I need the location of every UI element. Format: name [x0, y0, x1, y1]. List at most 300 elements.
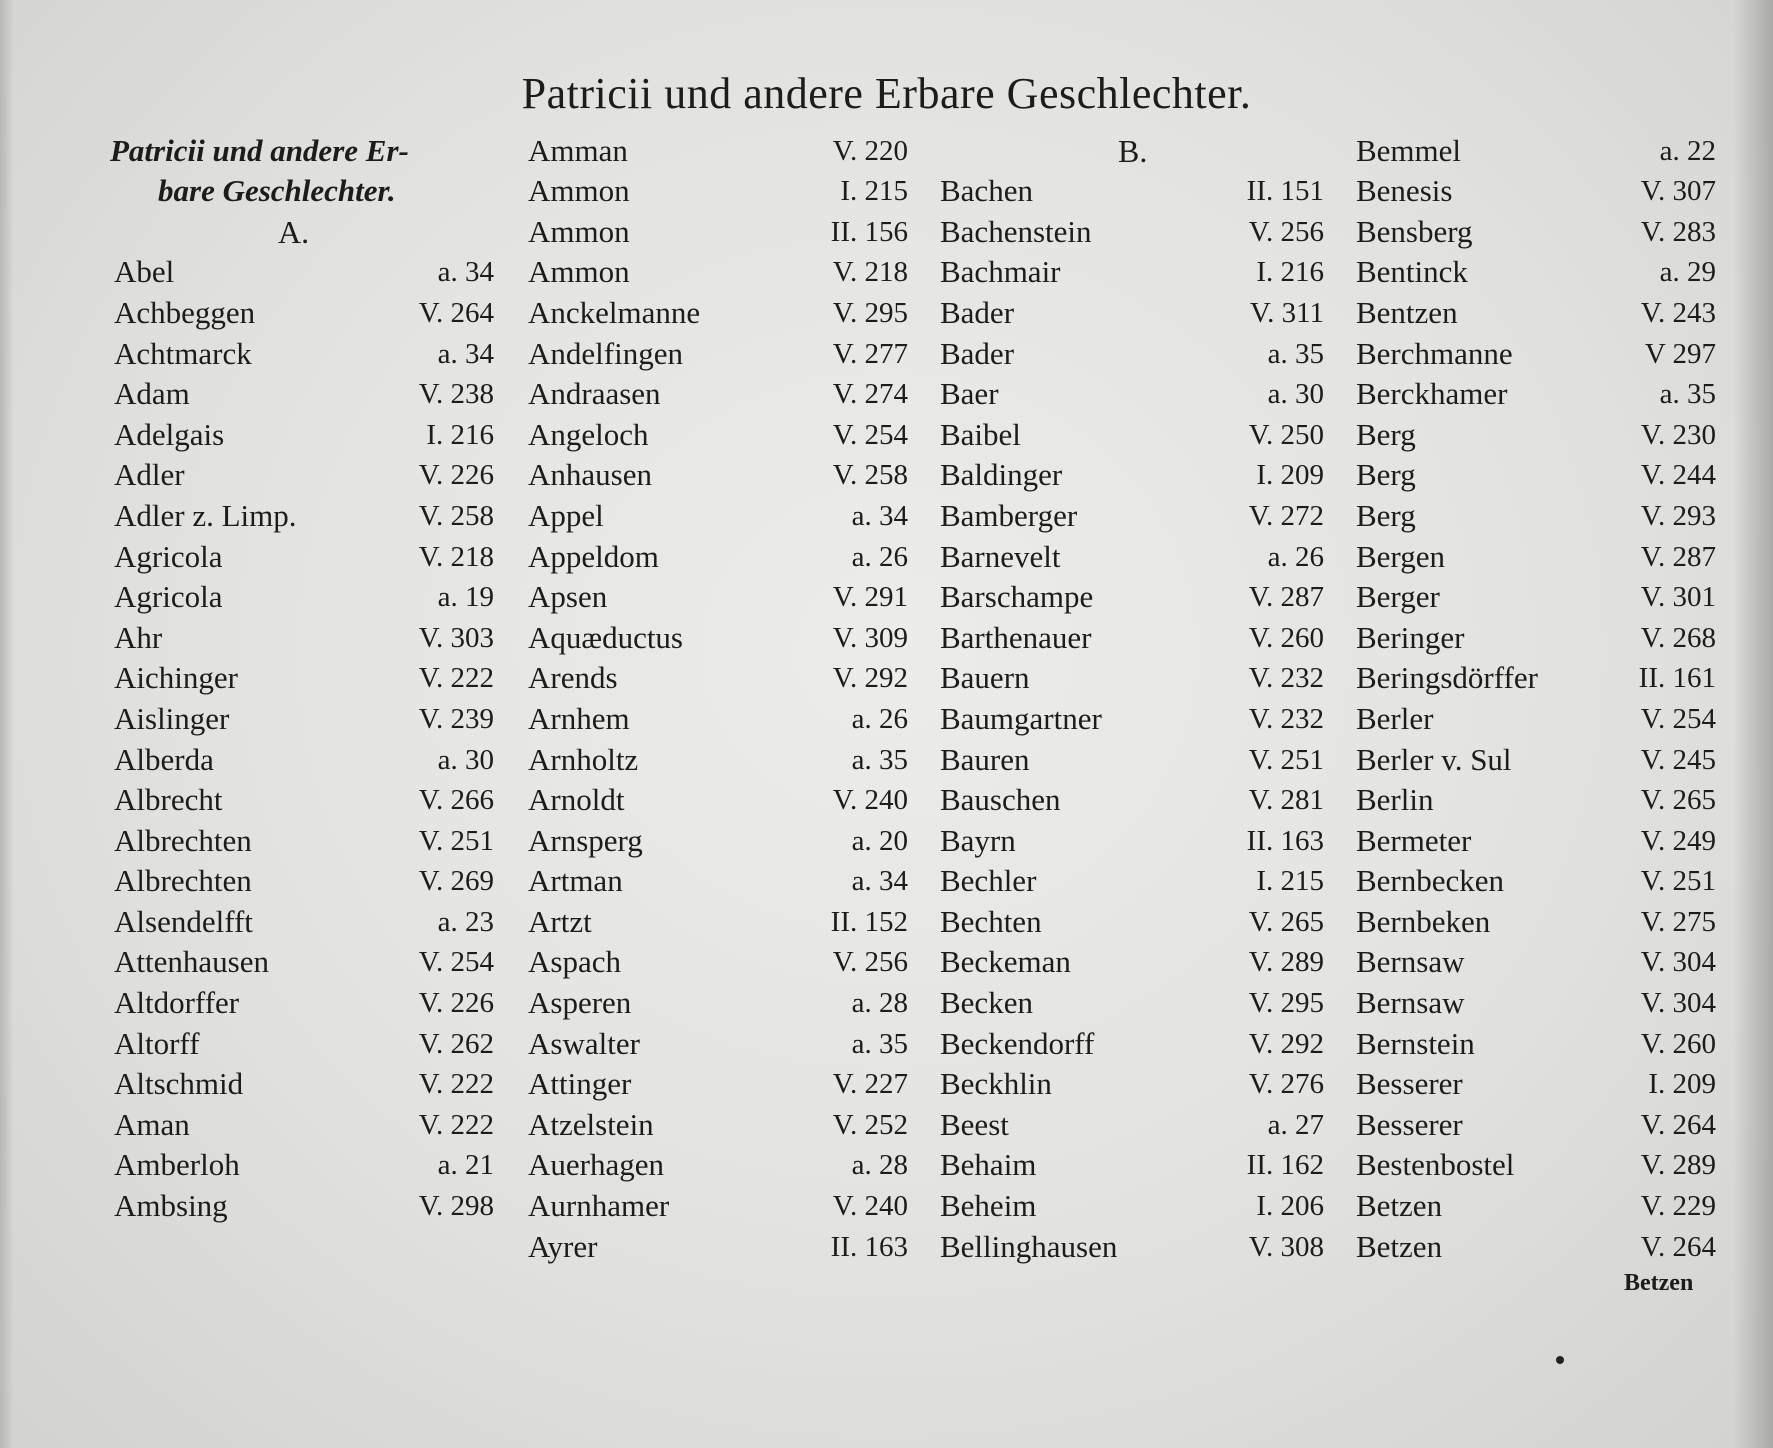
entry-name: Barthenauer — [940, 619, 1092, 655]
entry-name: Adelgais — [114, 416, 225, 452]
entry-reference: V. 256 — [832, 946, 908, 979]
entry-name: Artman — [528, 863, 623, 899]
entry-reference: V. 258 — [832, 459, 908, 492]
entry-reference: I. 216 — [1256, 256, 1324, 289]
index-entry — [1356, 820, 1716, 861]
index-entry — [1356, 942, 1716, 983]
index-entry — [528, 1185, 908, 1226]
index-entry — [114, 982, 494, 1023]
index-entry — [1356, 455, 1716, 496]
entry-reference: V. 240 — [832, 784, 908, 817]
index-entry — [528, 1104, 908, 1145]
index-entry — [528, 1145, 908, 1186]
entry-reference: V. 309 — [832, 621, 908, 654]
page-title: Patricii und andere Erbare Geschlechter. — [521, 69, 1252, 118]
entry-name: Attenhausen — [114, 944, 269, 980]
entry-reference: V. 260 — [1640, 1027, 1716, 1060]
entry-reference: a. 27 — [1267, 1108, 1324, 1141]
entry-reference: I. 206 — [1256, 1190, 1324, 1223]
section-letter-row — [940, 130, 1324, 171]
index-entry — [114, 1064, 494, 1105]
entry-name: Besserer — [1356, 1106, 1463, 1142]
entry-reference: V. 232 — [1248, 662, 1324, 695]
index-entry — [940, 292, 1324, 333]
page-left-shadow — [0, 0, 14, 1448]
entry-name: Bauren — [940, 741, 1030, 777]
entry-name: Berler — [1356, 700, 1434, 736]
index-entry — [528, 374, 908, 415]
entry-reference: V. 220 — [832, 134, 908, 167]
entry-reference: V. 227 — [832, 1068, 908, 1101]
index-entry — [114, 495, 494, 536]
entry-name: Barschampe — [940, 579, 1094, 615]
index-entry — [1356, 780, 1716, 821]
entry-name: Altschmid — [114, 1066, 244, 1102]
entry-reference: V. 254 — [1640, 702, 1716, 735]
entry-name: Bayrn — [940, 822, 1016, 858]
entry-reference: I. 209 — [1648, 1068, 1716, 1101]
index-entry — [940, 942, 1324, 983]
entry-reference: I. 215 — [1256, 865, 1324, 898]
entry-name: Arnhem — [528, 700, 630, 736]
entry-reference: V. 268 — [1640, 621, 1716, 654]
entry-name: Ahr — [114, 619, 163, 655]
index-entry — [528, 536, 908, 577]
entry-name: Altdorffer — [114, 985, 240, 1021]
entry-name: Baldinger — [940, 457, 1063, 493]
entry-reference: V. 275 — [1640, 905, 1716, 938]
index-entry — [114, 414, 494, 455]
entry-name: Agricola — [114, 538, 223, 574]
entry-name: Beckendorff — [940, 1025, 1095, 1061]
entry-name: Achbeggen — [114, 294, 256, 330]
index-entry — [940, 171, 1324, 212]
entry-name: Ammon — [528, 173, 630, 209]
page-right-shadow — [1733, 0, 1773, 1448]
entry-reference: V. 239 — [418, 702, 494, 735]
entry-name: Bernbeken — [1356, 903, 1491, 939]
entry-reference: I. 215 — [840, 175, 908, 208]
entry-reference: II. 161 — [1638, 662, 1716, 695]
index-entry — [1356, 333, 1716, 374]
entry-reference: V. 265 — [1640, 784, 1716, 817]
entry-reference: V. 272 — [1248, 499, 1324, 532]
entry-reference: V. 292 — [1248, 1027, 1324, 1060]
index-entry — [1356, 252, 1716, 293]
entry-reference: II. 152 — [830, 905, 908, 938]
entry-name: Anhausen — [528, 457, 652, 493]
column-heading-line-2 — [114, 171, 494, 212]
entry-name: Aquæductus — [528, 619, 683, 655]
entry-name: Berg — [1356, 497, 1416, 533]
entry-name: Bernbecken — [1356, 863, 1505, 899]
entry-name: Aurnhamer — [528, 1188, 670, 1224]
entry-name: Bestenbostel — [1356, 1147, 1515, 1183]
entry-name: Asperen — [528, 985, 632, 1021]
index-entry — [1356, 577, 1716, 618]
entry-name: Apsen — [528, 579, 608, 615]
entry-reference: V. 269 — [418, 865, 494, 898]
entry-name: Berlin — [1356, 782, 1434, 818]
entry-name: Baibel — [940, 416, 1021, 452]
entry-reference: V. 295 — [1248, 987, 1324, 1020]
entry-name: Ammon — [528, 213, 630, 249]
entry-reference: V. 287 — [1248, 581, 1324, 614]
index-entry — [114, 739, 494, 780]
entry-reference: V. 218 — [832, 256, 908, 289]
index-entry — [114, 1145, 494, 1186]
index-entry — [1356, 1226, 1716, 1267]
entry-reference: II. 162 — [1246, 1149, 1324, 1182]
index-entry — [1356, 1145, 1716, 1186]
index-entry — [114, 780, 494, 821]
index-entry — [940, 577, 1324, 618]
entry-name: Achtmarck — [114, 335, 252, 371]
entry-reference: V. 254 — [418, 946, 494, 979]
section-letter: B. — [1118, 132, 1148, 169]
entry-reference: V. 298 — [418, 1190, 494, 1223]
entry-reference: V. 243 — [1640, 296, 1716, 329]
entry-reference: V. 311 — [1249, 296, 1324, 329]
entry-name: Beringsdörffer — [1356, 660, 1538, 696]
entry-name: Bader — [940, 335, 1015, 371]
entry-name: Bermeter — [1356, 822, 1472, 858]
index-entry — [528, 171, 908, 212]
entry-name: Bechten — [940, 903, 1042, 939]
entry-reference: V. 281 — [1248, 784, 1324, 817]
entry-reference: V. 251 — [1640, 865, 1716, 898]
entry-reference: V. 291 — [832, 581, 908, 614]
entry-reference: a. 20 — [851, 824, 908, 857]
index-entry — [528, 577, 908, 618]
entry-reference: a. 23 — [437, 905, 494, 938]
entry-name: Adler z. Limp. — [114, 497, 297, 533]
entry-list — [1356, 130, 1716, 1267]
entry-name: Angeloch — [528, 416, 649, 452]
entry-reference: II. 163 — [830, 1230, 908, 1263]
entry-name: Artzt — [528, 903, 592, 939]
entry-name: Bellinghausen — [940, 1228, 1118, 1264]
entry-name: Amman — [528, 132, 628, 168]
entry-reference: V. 264 — [1640, 1230, 1716, 1263]
entry-reference: a. 35 — [851, 743, 908, 776]
index-entry — [114, 292, 494, 333]
entry-name: Andelfingen — [528, 335, 683, 371]
index-entry — [940, 739, 1324, 780]
index-entry — [1356, 1023, 1716, 1064]
entry-reference: a. 30 — [437, 743, 494, 776]
entry-name: Arends — [528, 660, 618, 696]
entry-name: Amberloh — [114, 1147, 240, 1183]
entry-name: Berchmanne — [1356, 335, 1513, 371]
entry-reference: V. 264 — [418, 296, 494, 329]
entry-name: Adler — [114, 457, 185, 493]
entry-name: Auerhagen — [528, 1147, 664, 1183]
index-column-2 — [528, 130, 908, 1267]
index-entry — [1356, 982, 1716, 1023]
entry-reference: V. 252 — [832, 1108, 908, 1141]
entry-reference: a. 22 — [1659, 134, 1716, 167]
entry-name: Bechler — [940, 863, 1037, 899]
index-entry — [940, 780, 1324, 821]
entry-reference: V. 256 — [1248, 215, 1324, 248]
index-entry — [1356, 211, 1716, 252]
column-heading-text: Patricii und andere Er- — [110, 132, 409, 168]
entry-reference: V. 245 — [1640, 743, 1716, 776]
entry-reference: V. 277 — [832, 337, 908, 370]
entry-reference: V. 266 — [418, 784, 494, 817]
entry-name: Ammon — [528, 254, 630, 290]
index-entry — [940, 698, 1324, 739]
entry-reference: V. 249 — [1640, 824, 1716, 857]
index-entry — [1356, 1064, 1716, 1105]
entry-reference: II. 163 — [1246, 824, 1324, 857]
entry-reference: a. 35 — [1267, 337, 1324, 370]
index-entry — [940, 1185, 1324, 1226]
index-entry — [528, 211, 908, 252]
entry-name: Abel — [114, 254, 175, 290]
entry-name: Beckhlin — [940, 1066, 1052, 1102]
entry-name: Bachmair — [940, 254, 1061, 290]
section-letter: A. — [278, 213, 310, 250]
index-entry — [114, 658, 494, 699]
entry-reference: a. 34 — [437, 256, 494, 289]
entry-reference: V. 307 — [1640, 175, 1716, 208]
entry-name: Bamberger — [940, 497, 1078, 533]
entry-reference: a. 29 — [1659, 256, 1716, 289]
entry-name: Bauschen — [940, 782, 1061, 818]
entry-name: Berler v. Sul — [1356, 741, 1512, 777]
entry-name: Aislinger — [114, 700, 230, 736]
index-entry — [1356, 414, 1716, 455]
entry-reference: a. 21 — [437, 1149, 494, 1182]
index-entry — [528, 617, 908, 658]
index-entry — [114, 617, 494, 658]
index-entry — [528, 901, 908, 942]
entry-reference: a. 26 — [851, 540, 908, 573]
index-entry — [1356, 1104, 1716, 1145]
index-entry — [528, 292, 908, 333]
entry-name: Atzelstein — [528, 1106, 654, 1142]
index-entry — [940, 820, 1324, 861]
entry-name: Adam — [114, 376, 190, 412]
index-entry — [940, 333, 1324, 374]
entry-reference: V. 303 — [418, 621, 494, 654]
index-column-3 — [940, 130, 1324, 1267]
entry-name: Albrechten — [114, 822, 252, 858]
entry-name: Bergen — [1356, 538, 1445, 574]
entry-name: Bachenstein — [940, 213, 1092, 249]
entry-name: Berg — [1356, 416, 1416, 452]
index-entry — [1356, 658, 1716, 699]
entry-reference: V. 218 — [418, 540, 494, 573]
index-entry — [940, 658, 1324, 699]
entry-name: Attinger — [528, 1066, 632, 1102]
entry-reference: V. 289 — [1640, 1149, 1716, 1182]
entry-name: Alsendelfft — [114, 903, 253, 939]
entry-name: Arnholtz — [528, 741, 639, 777]
index-entry — [940, 374, 1324, 415]
index-entry — [1356, 698, 1716, 739]
entry-name: Ayrer — [528, 1228, 598, 1264]
entry-reference: V. 262 — [418, 1027, 494, 1060]
entry-reference: V. 238 — [418, 378, 494, 411]
entry-name: Berckhamer — [1356, 376, 1508, 412]
index-entry — [940, 252, 1324, 293]
entry-reference: V. 229 — [1640, 1190, 1716, 1223]
index-entry — [114, 536, 494, 577]
entry-reference: V 297 — [1644, 337, 1716, 370]
entry-reference: V. 289 — [1248, 946, 1324, 979]
entry-reference: V. 232 — [1248, 702, 1324, 735]
entry-name: Aichinger — [114, 660, 238, 696]
index-entry — [528, 1064, 908, 1105]
entry-reference: V. 304 — [1640, 987, 1716, 1020]
index-entry — [114, 252, 494, 293]
entry-name: Betzen — [1356, 1188, 1443, 1224]
ink-dot — [1556, 1356, 1564, 1364]
entry-name: Anckelmanne — [528, 294, 701, 330]
index-entry — [528, 780, 908, 821]
entry-name: Agricola — [114, 579, 223, 615]
entry-name: Alberda — [114, 741, 214, 777]
entry-list — [528, 130, 908, 1267]
entry-reference: V. 287 — [1640, 540, 1716, 573]
entry-reference: V. 301 — [1640, 581, 1716, 614]
entry-name: Berg — [1356, 457, 1416, 493]
entry-name: Beest — [940, 1106, 1009, 1142]
entry-name: Appel — [528, 497, 604, 533]
index-entry — [528, 698, 908, 739]
entry-reference: V. 283 — [1640, 215, 1716, 248]
entry-reference: II. 151 — [1246, 175, 1324, 208]
index-entry — [528, 1023, 908, 1064]
entry-name: Bernsaw — [1356, 985, 1465, 1021]
index-entry — [528, 820, 908, 861]
entry-name: Bentzen — [1356, 294, 1458, 330]
entry-name: Bernsaw — [1356, 944, 1465, 980]
entry-reference: V. 260 — [1248, 621, 1324, 654]
entry-name: Arnsperg — [528, 822, 643, 858]
entry-reference: V. 304 — [1640, 946, 1716, 979]
entry-name: Becken — [940, 985, 1033, 1021]
index-entry — [1356, 536, 1716, 577]
index-entry — [1356, 901, 1716, 942]
entry-name: Benesis — [1356, 173, 1453, 209]
index-entry — [1356, 374, 1716, 415]
index-entry — [1356, 292, 1716, 333]
index-entry — [1356, 171, 1716, 212]
entry-reference: a. 30 — [1267, 378, 1324, 411]
entry-reference: a. 34 — [851, 865, 908, 898]
entry-name: Bentinck — [1356, 254, 1468, 290]
index-entry — [528, 658, 908, 699]
entry-reference: V. 222 — [418, 1068, 494, 1101]
index-entry — [114, 455, 494, 496]
entry-reference: I. 216 — [426, 418, 494, 451]
index-entry — [1356, 130, 1716, 171]
column-heading-line-1 — [110, 130, 494, 171]
entry-reference: V. 265 — [1248, 905, 1324, 938]
index-entry — [940, 982, 1324, 1023]
entry-reference: a. 34 — [437, 337, 494, 370]
index-entry — [528, 1226, 908, 1267]
entry-reference: V. 308 — [1248, 1230, 1324, 1263]
index-entry — [114, 942, 494, 983]
index-entry — [528, 414, 908, 455]
index-entry — [114, 820, 494, 861]
index-entry — [114, 1023, 494, 1064]
index-entry — [114, 1185, 494, 1226]
index-entry — [940, 455, 1324, 496]
entry-reference: V. 240 — [832, 1190, 908, 1223]
entry-name: Berger — [1356, 579, 1440, 615]
entry-name: Arnoldt — [528, 782, 625, 818]
index-entry — [1356, 1185, 1716, 1226]
entry-reference: a. 26 — [1267, 540, 1324, 573]
index-entry — [940, 1226, 1324, 1267]
index-entry — [940, 536, 1324, 577]
column-heading-text: bare Geschlechter. — [158, 173, 396, 209]
entry-list — [940, 171, 1324, 1267]
entry-name: Beheim — [940, 1188, 1037, 1224]
entry-reference: V. 293 — [1640, 499, 1716, 532]
entry-name: Besserer — [1356, 1066, 1463, 1102]
entry-reference: a. 28 — [851, 987, 908, 1020]
entry-reference: V. 251 — [1248, 743, 1324, 776]
index-entry — [940, 1104, 1324, 1145]
entry-reference: V. 292 — [832, 662, 908, 695]
entry-name: Bernstein — [1356, 1025, 1475, 1061]
index-entry — [940, 617, 1324, 658]
entry-name: Beringer — [1356, 619, 1465, 655]
index-entry — [1356, 495, 1716, 536]
entry-reference: V. 244 — [1640, 459, 1716, 492]
index-entry — [114, 698, 494, 739]
entry-list — [114, 252, 494, 1226]
entry-name: Bachen — [940, 173, 1033, 209]
entry-reference: V. 258 — [418, 499, 494, 532]
entry-reference: V. 276 — [1248, 1068, 1324, 1101]
index-column-1 — [110, 130, 494, 1226]
entry-name: Andraasen — [528, 376, 661, 412]
index-entry — [940, 211, 1324, 252]
index-entry — [528, 942, 908, 983]
index-entry — [528, 333, 908, 374]
entry-reference: II. 156 — [830, 215, 908, 248]
entry-name: Altorff — [114, 1025, 200, 1061]
entry-name: Albrecht — [114, 782, 223, 818]
section-letter-row — [114, 211, 494, 252]
entry-reference: V. 226 — [418, 987, 494, 1020]
entry-name: Behaim — [940, 1147, 1037, 1183]
index-entry — [940, 901, 1324, 942]
index-entry — [940, 495, 1324, 536]
index-entry — [114, 1104, 494, 1145]
entry-name: Bemmel — [1356, 132, 1462, 168]
entry-reference: I. 209 — [1256, 459, 1324, 492]
index-entry — [114, 901, 494, 942]
index-entry — [1356, 617, 1716, 658]
entry-reference: V. 274 — [832, 378, 908, 411]
entry-reference: V. 222 — [418, 662, 494, 695]
index-entry — [1356, 861, 1716, 902]
entry-reference: a. 35 — [851, 1027, 908, 1060]
index-entry — [528, 861, 908, 902]
index-column-4 — [1356, 130, 1716, 1267]
index-entry — [114, 861, 494, 902]
index-entry — [528, 455, 908, 496]
